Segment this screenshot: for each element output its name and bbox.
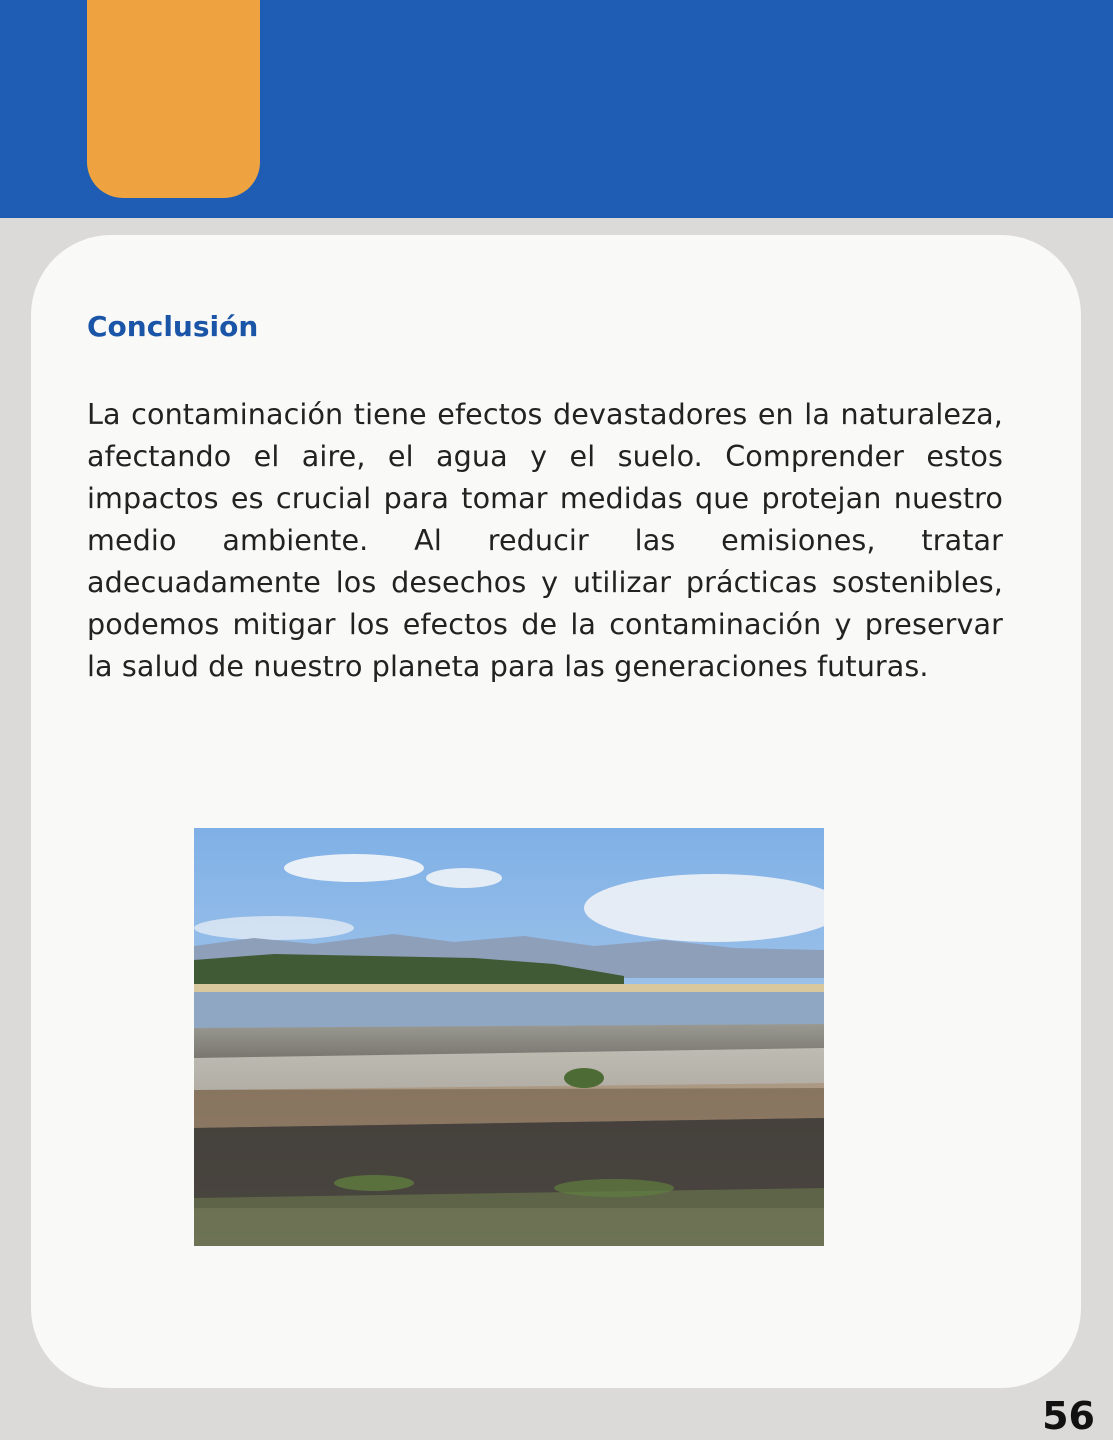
- body-paragraph: La contaminación tiene efectos devastadores en la naturaleza, afectando el aire, el agua y el suelo. Comprender estos impactos es crucial para tomar medidas que protejan nuestro medio ambiente. Al reducir las emisiones, tratar adecuadamente los desechos y utilizar prácticas sostenibles, podemos mitigar los efectos de la contaminación y preservar la salud de nuestro planeta para las generaciones futuras.: [87, 397, 1003, 683]
- page-number: 56: [1042, 1394, 1095, 1438]
- section-title: Conclusión: [87, 310, 259, 343]
- drought-lakebed-photo: [194, 828, 824, 1246]
- accent-tab: [87, 0, 260, 198]
